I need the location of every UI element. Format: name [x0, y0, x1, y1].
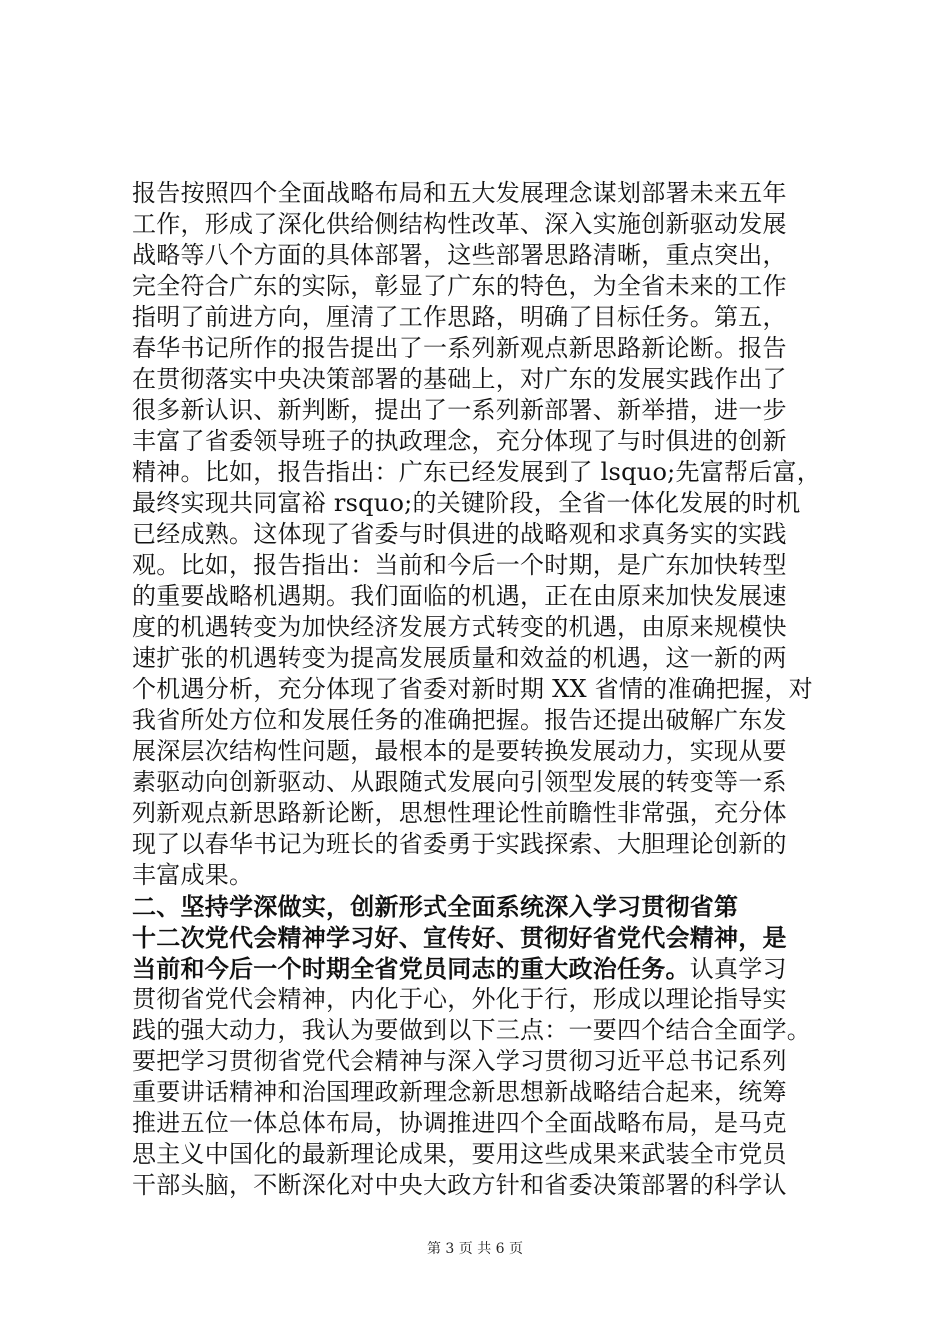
text-line-content: 素驱动向创新驱动、从跟随式发展向引领型发展的转变等一系: [132, 768, 787, 796]
text-line: [132, 1015, 832, 1046]
text-line-content: 思主义中国化的最新理论成果，要用这些成果来武装全市党员: [132, 1140, 787, 1168]
text-line: [132, 736, 832, 767]
text-line: [132, 891, 832, 922]
text-line: [132, 612, 832, 643]
text-line: [132, 922, 832, 953]
text-line-content: 度的机遇转变为加快经济发展方式转变的机遇，由原来规模快: [132, 613, 787, 641]
text-line: [132, 178, 832, 209]
text-line-content: 最终实现共同富裕 rsquo;的关键阶段，全省一体化发展的时机: [132, 489, 801, 517]
text-line: [132, 1108, 832, 1139]
text-line-content: 工作，形成了深化供给侧结构性改革、深入实施创新驱动发展: [132, 210, 787, 238]
text-line: [132, 798, 832, 829]
text-line: [132, 705, 832, 736]
text-line: [132, 984, 832, 1015]
text-line-content: 春华书记所作的报告提出了一系列新观点新思路新论断。报告: [132, 334, 787, 362]
text-line-content: 当前和今后一个时期全省党员同志的重大政治任务。: [132, 954, 690, 983]
text-line: [132, 364, 832, 395]
text-line-content: 践的强大动力，我认为要做到以下三点：一要四个结合全面学。: [132, 1016, 811, 1044]
text-line-content: 列新观点新思路新论断，思想性理论性前瞻性非常强，充分体: [132, 799, 787, 827]
text-line-content: 干部头脑，不断深化对中央大政方针和省委决策部署的科学认: [132, 1171, 787, 1199]
text-line-content: 观。比如，报告指出：当前和今后一个时期，是广东加快转型: [132, 551, 787, 579]
text-line-content: 战略等八个方面的具体部署，这些部署思路清晰，重点突出，: [132, 241, 787, 269]
text-line-content: 推进五位一体总体布局，协调推进四个全面战略布局，是马克: [132, 1109, 787, 1137]
text-line: [132, 1170, 832, 1201]
text-line-content: 完全符合广东的实际，彰显了广东的特色，为全省未来的工作: [132, 272, 787, 300]
text-line: [132, 1046, 832, 1077]
text-line-content: 十二次党代会精神学习好、宣传好、贯彻好省党代会精神，是: [132, 923, 787, 952]
text-line-content: 重要讲话精神和治国理政新理念新思想新战略结合起来，统筹: [132, 1078, 787, 1106]
text-line-content: 贯彻省党代会精神，内化于心，外化于行，形成以理论指导实: [132, 985, 787, 1013]
text-line: [132, 643, 832, 674]
text-line: [132, 953, 832, 984]
text-line-content: 很多新认识、新判断，提出了一系列新部署、新举措，进一步: [132, 396, 787, 424]
document-body: [132, 178, 832, 1201]
text-line-content: 二、坚持学深做实，创新形式全面系统深入学习贯彻省第: [132, 892, 739, 921]
text-line-content: 指明了前进方向，厘清了工作思路，明确了目标任务。第五，: [132, 303, 787, 331]
text-line-content: 我省所处方位和发展任务的准确把握。报告还提出破解广东发: [132, 706, 787, 734]
text-line-content: 个机遇分析，充分体现了省委对新时期 XX 省情的准确把握，对: [132, 675, 813, 703]
text-line: [132, 488, 832, 519]
text-line-content: 精神。比如，报告指出：广东已经发展到了 lsquo;先富帮后富，: [132, 458, 821, 486]
text-line-content: 现了以春华书记为班长的省委勇于实践探索、大胆理论创新的: [132, 830, 787, 858]
text-line: [132, 240, 832, 271]
text-line-content: 要把学习贯彻省党代会精神与深入学习贯彻习近平总书记系列: [132, 1047, 787, 1075]
text-line: [132, 519, 832, 550]
text-line-content: 已经成熟。这体现了省委与时俱进的战略观和求真务实的实践: [132, 520, 787, 548]
text-line-content: 丰富了省委领导班子的执政理念，充分体现了与时俱进的创新: [132, 427, 787, 455]
text-line-content: 速扩张的机遇转变为提高发展质量和效益的机遇，这一新的两: [132, 644, 787, 672]
text-line: [132, 333, 832, 364]
page-footer: 第 3 页 共 6 页: [426, 1241, 524, 1257]
text-line: [132, 271, 832, 302]
text-line: [132, 581, 832, 612]
text-line: [132, 457, 832, 488]
text-line: [132, 395, 832, 426]
text-line-content: 丰富成果。: [132, 861, 254, 889]
text-line: [132, 829, 832, 860]
text-line: [132, 674, 832, 705]
text-line: [132, 767, 832, 798]
text-line: [132, 426, 832, 457]
text-line: [132, 209, 832, 240]
text-line-tail: 认真学习: [689, 955, 787, 983]
text-line-content: 报告按照四个全面战略布局和五大发展理念谋划部署未来五年: [132, 179, 787, 207]
text-line-content: 在贯彻落实中央决策部署的基础上，对广东的发展实践作出了: [132, 365, 787, 393]
text-line-content: 展深层次结构性问题，最根本的是要转换发展动力，实现从要: [132, 737, 787, 765]
text-line: [132, 550, 832, 581]
text-line: [132, 1077, 832, 1108]
text-line: [132, 860, 832, 891]
text-line: [132, 302, 832, 333]
text-line: [132, 1139, 832, 1170]
text-line-content: 的重要战略机遇期。我们面临的机遇，正在由原来加快发展速: [132, 582, 787, 610]
